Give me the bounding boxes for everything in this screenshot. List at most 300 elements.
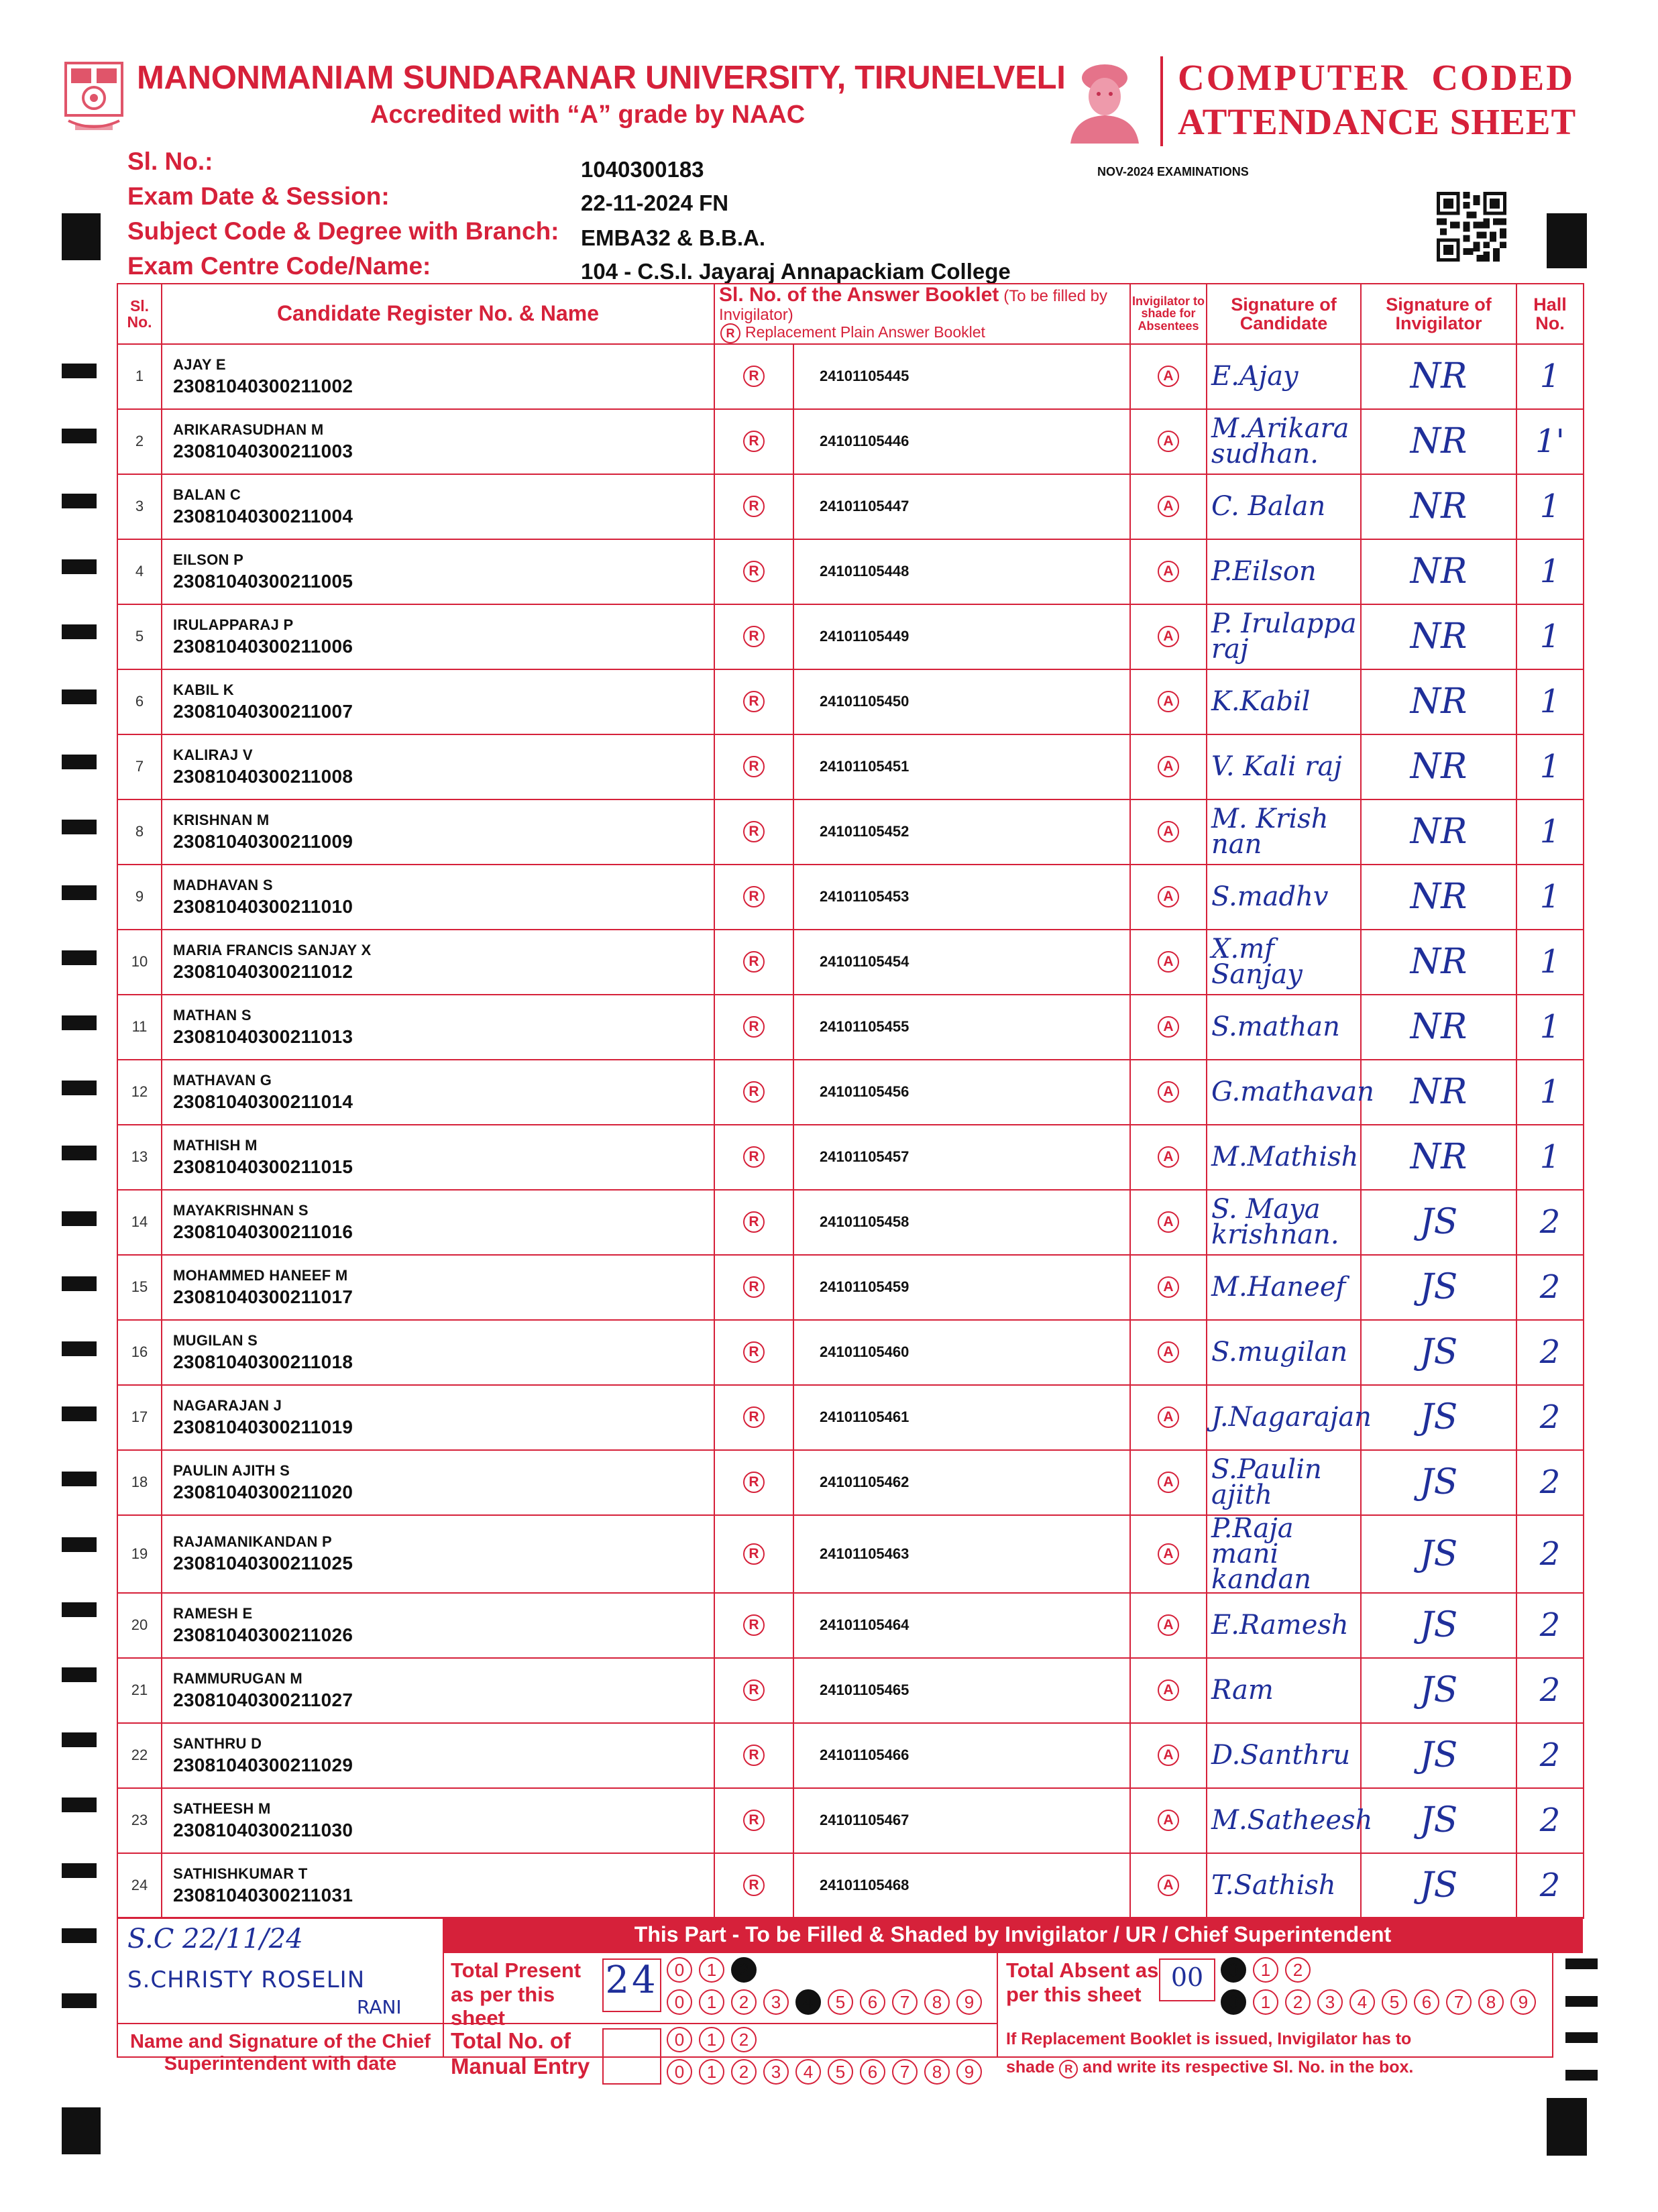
row-candidate [162, 1658, 714, 1723]
timing-mark [62, 1015, 97, 1030]
present-units-bubble-0[interactable]: 0 [667, 1989, 692, 2015]
present-units-bubble-6[interactable]: 6 [860, 1989, 885, 2015]
candidate-reg-no: 23081040300211008 [173, 765, 353, 787]
total-present-value[interactable]: 24 [605, 1958, 659, 2002]
university-logo [62, 59, 126, 138]
table-row [117, 409, 1584, 474]
row-replacement[interactable] [714, 1593, 793, 1658]
absent-units-bubble-0[interactable]: 0 [1221, 1989, 1246, 2015]
candidate-signature: M.Mathish [1207, 1125, 1361, 1190]
invigilator-signature: NR [1361, 669, 1516, 734]
invigilator-signature: JS [1361, 1190, 1516, 1255]
row-candidate [162, 1060, 714, 1125]
candidate-name: MATHISH M [173, 1136, 258, 1154]
present-units-bubble-5[interactable]: 5 [828, 1989, 853, 2015]
invigilator-signature: NR [1361, 344, 1516, 409]
row-absent[interactable] [1130, 1190, 1207, 1255]
absent-units-bubble-4[interactable]: 4 [1349, 1989, 1375, 2015]
absent-units-bubble-1[interactable]: 1 [1253, 1989, 1278, 2015]
table-row [117, 474, 1584, 539]
row-replacement[interactable] [714, 995, 793, 1060]
candidate-reg-no: 23081040300211025 [173, 1553, 353, 1574]
row-replacement[interactable] [714, 1788, 793, 1853]
replacement-bubble[interactable]: R [743, 756, 765, 777]
manual-units-bubble-5[interactable]: 5 [828, 2059, 853, 2085]
row-sl: 7 [117, 734, 162, 799]
invigilator-signature: NR [1361, 409, 1516, 474]
hall-no: 2 [1516, 1853, 1584, 1918]
absent-bubble[interactable]: A [1158, 1745, 1179, 1766]
absent-tens-bubble-1[interactable]: 1 [1253, 1957, 1278, 1983]
candidate-reg-no: 23081040300211016 [173, 1221, 353, 1242]
manual-units-bubble-4[interactable]: 4 [795, 2059, 821, 2085]
row-replacement[interactable] [714, 1853, 793, 1918]
hall-no: 1 [1516, 995, 1584, 1060]
booklet-no: 24101105454 [793, 930, 1130, 995]
hall-no: 1 [1516, 1125, 1584, 1190]
row-absent[interactable] [1130, 1658, 1207, 1723]
absent-bubble[interactable]: A [1158, 1875, 1179, 1896]
candidate-signature: D.Santhru [1207, 1723, 1361, 1788]
subject-label: Subject Code & Degree with Branch: [127, 217, 559, 245]
row-absent[interactable] [1130, 865, 1207, 930]
table-row [117, 604, 1584, 669]
invigilator-signature: NR [1361, 1125, 1516, 1190]
candidate-name: SATHEESH M [173, 1800, 271, 1817]
manual-units-bubble-9[interactable]: 9 [956, 2059, 982, 2085]
exam-date-value: 22-11-2024 FN [581, 190, 729, 215]
booklet-no: 24101105452 [793, 799, 1130, 865]
candidate-signature: J.Nagarajan [1207, 1385, 1361, 1450]
booklet-no: 24101105461 [793, 1385, 1130, 1450]
booklet-no: 24101105450 [793, 669, 1130, 734]
absent-bubble[interactable]: A [1158, 1211, 1179, 1233]
timing-mark-right [1565, 2032, 1598, 2043]
absent-bubble[interactable]: A [1158, 1472, 1179, 1493]
replacement-bubble[interactable]: R [743, 951, 765, 973]
candidate-name: RAMMURUGAN M [173, 1669, 303, 1687]
row-candidate [162, 1593, 714, 1658]
candidate-name: MATHAVAN G [173, 1071, 272, 1089]
booklet-no: 24101105459 [793, 1255, 1130, 1320]
row-sl: 3 [117, 474, 162, 539]
row-candidate [162, 734, 714, 799]
replacement-bubble[interactable]: R [743, 1081, 765, 1103]
replacement-bubble[interactable]: R [743, 496, 765, 517]
present-units-bubble-2[interactable]: 2 [731, 1989, 757, 2015]
timing-mark [62, 1406, 97, 1421]
absent-tens-bubble-0[interactable]: 0 [1221, 1957, 1246, 1983]
row-replacement[interactable] [714, 1385, 793, 1450]
candidate-signature: E.Ajay [1207, 344, 1361, 409]
row-replacement[interactable] [714, 1450, 793, 1515]
absent-units-bubbles[interactable] [1221, 1989, 1543, 2015]
founder-portrait [1065, 58, 1144, 144]
row-absent[interactable] [1130, 474, 1207, 539]
candidate-signature: S.mathan [1207, 995, 1361, 1060]
replacement-bubble[interactable]: R [743, 561, 765, 582]
absent-bubble[interactable]: A [1158, 821, 1179, 842]
col-booklet-note: (To be filled by Invigilator) [719, 287, 1107, 324]
candidate-signature: K.Kabil [1207, 669, 1361, 734]
invigilator-signature: JS [1361, 1385, 1516, 1450]
row-replacement[interactable] [714, 539, 793, 604]
present-tens-bubble-1[interactable]: 1 [699, 1957, 724, 1983]
row-sl: 10 [117, 930, 162, 995]
manual-tens-bubble-1[interactable]: 1 [699, 2027, 724, 2052]
row-replacement[interactable] [714, 865, 793, 930]
row-absent[interactable] [1130, 1853, 1207, 1918]
row-replacement[interactable] [714, 799, 793, 865]
timing-mark [62, 1667, 97, 1682]
present-units-bubble-9[interactable]: 9 [956, 1989, 982, 2015]
timing-mark [62, 1928, 97, 1943]
replacement-bubble[interactable]: R [743, 1211, 765, 1233]
manual-entry-label: Total No. of Manual Entry [451, 2028, 590, 2079]
absent-units-bubble-3[interactable]: 3 [1317, 1989, 1343, 2015]
candidate-name: MARIA FRANCIS SANJAY X [173, 941, 372, 958]
manual-units-bubble-6[interactable]: 6 [860, 2059, 885, 2085]
col-hall-header: Hall No. [1516, 284, 1584, 344]
table-row [117, 1450, 1584, 1515]
replacement-bubble[interactable]: R [743, 1543, 765, 1565]
col-candidate-header: Candidate Register No. & Name [162, 284, 714, 344]
candidate-name: EILSON P [173, 551, 244, 568]
row-absent[interactable] [1130, 1320, 1207, 1385]
absent-units-bubble-5[interactable]: 5 [1382, 1989, 1407, 2015]
replacement-bubble[interactable]: R [743, 1875, 765, 1896]
absent-bubble[interactable]: A [1158, 1543, 1179, 1565]
candidate-name: PAULIN AJITH S [173, 1461, 290, 1479]
manual-units-bubble-1[interactable]: 1 [699, 2059, 724, 2085]
timing-mark [62, 364, 97, 378]
table-row [117, 865, 1584, 930]
booklet-no: 24101105457 [793, 1125, 1130, 1190]
row-candidate [162, 474, 714, 539]
candidate-signature: C. Balan [1207, 474, 1361, 539]
invigilator-signature: JS [1361, 1658, 1516, 1723]
absent-bubble[interactable]: A [1158, 366, 1179, 387]
replacement-bubble[interactable]: R [743, 626, 765, 647]
absent-bubble[interactable]: A [1158, 886, 1179, 907]
absent-bubble[interactable]: A [1158, 756, 1179, 777]
table-header-row [117, 284, 1584, 344]
attendance-table [117, 283, 1584, 1919]
row-absent[interactable] [1130, 1723, 1207, 1788]
candidate-reg-no: 23081040300211012 [173, 960, 353, 982]
row-absent[interactable] [1130, 604, 1207, 669]
col-absent-header: Invigilator to shade for Absentees [1130, 284, 1207, 344]
hall-no: 1 [1516, 1060, 1584, 1125]
row-sl: 17 [117, 1385, 162, 1450]
col-sig-invigilator-header: Signature of Invigilator [1361, 284, 1516, 344]
replacement-bubble[interactable]: R [743, 431, 765, 452]
replacement-bubble[interactable]: R [743, 886, 765, 907]
absent-units-bubble-6[interactable]: 6 [1414, 1989, 1439, 2015]
candidate-signature: P.Eilson [1207, 539, 1361, 604]
candidate-reg-no: 23081040300211027 [173, 1689, 353, 1710]
absent-bubble[interactable]: A [1158, 951, 1179, 973]
hall-no: 1' [1516, 409, 1584, 474]
table-row [117, 1060, 1584, 1125]
row-absent[interactable] [1130, 1255, 1207, 1320]
row-sl: 6 [117, 669, 162, 734]
replacement-note-rest: and write its respective Sl. No. in the box. [1083, 2058, 1414, 2077]
manual-units-bubble-3[interactable]: 3 [763, 2059, 789, 2085]
absent-bubble[interactable]: A [1158, 1146, 1179, 1168]
row-absent[interactable] [1130, 1788, 1207, 1853]
row-sl: 21 [117, 1658, 162, 1723]
present-units-bubbles[interactable] [667, 1989, 989, 2015]
absent-units-bubble-7[interactable]: 7 [1446, 1989, 1472, 2015]
table-row [117, 1255, 1584, 1320]
candidate-name: MUGILAN S [173, 1331, 258, 1349]
row-absent[interactable] [1130, 799, 1207, 865]
present-units-bubble-3[interactable]: 3 [763, 1989, 789, 2015]
centre-label: Exam Centre Code/Name: [127, 252, 431, 280]
row-absent[interactable] [1130, 1450, 1207, 1515]
manual-units-bubbles[interactable] [667, 2059, 989, 2085]
replacement-bubble[interactable]: R [743, 1679, 765, 1701]
row-replacement[interactable] [714, 474, 793, 539]
footer-vline-left [443, 1917, 444, 2058]
title-divider [1160, 56, 1163, 146]
row-replacement[interactable] [714, 1190, 793, 1255]
alignment-mark-top-right [1547, 213, 1587, 268]
chief-signature-line3: RANI [357, 1996, 402, 2018]
footer-vline-mid [997, 1953, 998, 2058]
candidate-reg-no: 23081040300211031 [173, 1884, 353, 1905]
replacement-note-shade: shade [1006, 2058, 1055, 2077]
table-row [117, 995, 1584, 1060]
manual-units-bubble-2[interactable]: 2 [731, 2059, 757, 2085]
row-replacement[interactable] [714, 1125, 793, 1190]
invigilator-signature: NR [1361, 1060, 1516, 1125]
replacement-bubble[interactable]: R [743, 1146, 765, 1168]
chief-signature-line1: S.C 22/11/24 [127, 1924, 303, 1954]
row-replacement[interactable] [714, 669, 793, 734]
replacement-bubble[interactable]: R [743, 1016, 765, 1038]
row-replacement[interactable] [714, 1255, 793, 1320]
alignment-mark-bottom-left [62, 2107, 101, 2154]
timing-mark-right [1565, 1958, 1598, 1969]
invigilator-signature: NR [1361, 734, 1516, 799]
exam-tag: NOV-2024 EXAMINATIONS [1097, 165, 1249, 178]
row-candidate [162, 1255, 714, 1320]
row-absent[interactable] [1130, 995, 1207, 1060]
replacement-bubble[interactable]: R [743, 1276, 765, 1298]
row-replacement[interactable] [714, 1723, 793, 1788]
absent-bubble[interactable]: A [1158, 1614, 1179, 1636]
manual-units-bubble-0[interactable]: 0 [667, 2059, 692, 2085]
absent-bubble[interactable]: A [1158, 691, 1179, 712]
candidate-name: KABIL K [173, 681, 234, 698]
replacement-bubble[interactable]: R [743, 1406, 765, 1428]
present-units-bubble-8[interactable]: 8 [924, 1989, 950, 2015]
booklet-no: 24101105462 [793, 1450, 1130, 1515]
timing-mark-right [1565, 2070, 1598, 2081]
timing-mark [62, 1472, 97, 1486]
invigilator-signature: NR [1361, 865, 1516, 930]
col-sl-header: Sl. No. [117, 284, 162, 344]
row-candidate [162, 1320, 714, 1385]
hall-no: 1 [1516, 474, 1584, 539]
present-units-bubble-4[interactable]: 4 [795, 1989, 821, 2015]
absent-units-bubble-2[interactable]: 2 [1285, 1989, 1311, 2015]
absent-bubble[interactable]: A [1158, 561, 1179, 582]
total-present-label: Total Present as per this sheet [451, 1958, 582, 2030]
row-absent[interactable] [1130, 409, 1207, 474]
row-candidate [162, 669, 714, 734]
row-sl: 14 [117, 1190, 162, 1255]
exam-date-label: Exam Date & Session: [127, 182, 390, 210]
absent-bubble[interactable]: A [1158, 1810, 1179, 1831]
candidate-name: AJAY E [173, 355, 226, 373]
row-absent[interactable] [1130, 734, 1207, 799]
sheet-title-line1: COMPUTER CODED [1178, 57, 1575, 98]
total-absent-value[interactable]: 00 [1170, 1962, 1204, 1992]
replacement-bubble[interactable]: R [743, 1472, 765, 1493]
hall-no: 1 [1516, 865, 1584, 930]
replacement-bubble[interactable]: R [743, 1810, 765, 1831]
subject-value: EMBA32 & B.B.A. [581, 225, 766, 250]
row-replacement[interactable] [714, 1658, 793, 1723]
row-replacement[interactable] [714, 930, 793, 995]
candidate-name: NAGARAJAN J [173, 1396, 282, 1414]
row-absent[interactable] [1130, 1060, 1207, 1125]
row-absent[interactable] [1130, 1593, 1207, 1658]
invigilator-signature: JS [1361, 1255, 1516, 1320]
absent-units-bubble-9[interactable]: 9 [1510, 1989, 1536, 2015]
alignment-mark-bottom-right [1547, 2098, 1587, 2156]
absent-bubble[interactable]: A [1158, 1341, 1179, 1363]
absent-bubble[interactable]: A [1158, 1081, 1179, 1103]
candidate-reg-no: 23081040300211002 [173, 375, 353, 396]
row-candidate [162, 1385, 714, 1450]
footer-hline-left [117, 2023, 443, 2024]
row-sl: 18 [117, 1450, 162, 1515]
row-absent[interactable] [1130, 539, 1207, 604]
candidate-reg-no: 23081040300211030 [173, 1819, 353, 1840]
timing-mark [62, 689, 97, 704]
absent-bubble[interactable]: A [1158, 1406, 1179, 1428]
candidate-signature: P. Irulappa raj [1207, 604, 1361, 669]
candidate-signature: T.Sathish [1207, 1853, 1361, 1918]
absent-bubble[interactable]: A [1158, 1016, 1179, 1038]
candidate-reg-no: 23081040300211003 [173, 440, 353, 461]
replacement-bubble[interactable]: R [743, 821, 765, 842]
invigilator-signature: NR [1361, 539, 1516, 604]
booklet-no: 24101105467 [793, 1788, 1130, 1853]
row-absent[interactable] [1130, 930, 1207, 995]
absent-bubble[interactable]: A [1158, 431, 1179, 452]
row-replacement[interactable] [714, 604, 793, 669]
row-replacement[interactable] [714, 344, 793, 409]
present-units-bubble-7[interactable]: 7 [892, 1989, 918, 2015]
absent-bubble[interactable]: A [1158, 1679, 1179, 1701]
invigilator-signature: JS [1361, 1593, 1516, 1658]
row-absent[interactable] [1130, 344, 1207, 409]
booklet-no: 24101105458 [793, 1190, 1130, 1255]
row-sl: 9 [117, 865, 162, 930]
timing-mark-right [1565, 1996, 1598, 2007]
hall-no: 2 [1516, 1450, 1584, 1515]
candidate-signature: S. Maya krishnan. [1207, 1190, 1361, 1255]
manual-tens-bubbles[interactable] [667, 2027, 763, 2052]
absent-bubble[interactable]: A [1158, 496, 1179, 517]
timing-mark [62, 1602, 97, 1617]
row-absent[interactable] [1130, 1515, 1207, 1593]
candidate-signature: M.Arikara sudhan. [1207, 409, 1361, 474]
manual-tens-bubble-2[interactable]: 2 [731, 2027, 757, 2052]
timing-mark [62, 1276, 97, 1291]
manual-units-bubble-8[interactable]: 8 [924, 2059, 950, 2085]
present-tens-bubble-2[interactable]: 2 [731, 1957, 757, 1983]
candidate-reg-no: 23081040300211019 [173, 1416, 353, 1437]
hall-no: 2 [1516, 1320, 1584, 1385]
row-replacement[interactable] [714, 409, 793, 474]
candidate-reg-no: 23081040300211026 [173, 1624, 353, 1645]
present-tens-bubbles[interactable] [667, 1957, 763, 1983]
candidate-signature: S.mugilan [1207, 1320, 1361, 1385]
absent-bubble[interactable]: A [1158, 1276, 1179, 1298]
booklet-no: 24101105453 [793, 865, 1130, 930]
booklet-no: 24101105447 [793, 474, 1130, 539]
sheet-title-line2: ATTENDANCE SHEET [1178, 101, 1577, 142]
candidate-signature: G.mathavan [1207, 1060, 1361, 1125]
manual-entry-box[interactable] [602, 2028, 661, 2085]
row-absent[interactable] [1130, 1385, 1207, 1450]
candidate-reg-no: 23081040300211007 [173, 700, 353, 722]
absent-bubble[interactable]: A [1158, 626, 1179, 647]
candidate-reg-no: 23081040300211006 [173, 635, 353, 657]
replacement-bubble[interactable]: R [743, 1745, 765, 1766]
row-replacement[interactable] [714, 1320, 793, 1385]
replacement-bubble[interactable]: R [743, 1614, 765, 1636]
row-replacement[interactable] [714, 1060, 793, 1125]
replacement-bubble[interactable]: R [743, 691, 765, 712]
chief-label: Name and Signature of the Chief Superintendent with date [130, 2031, 431, 2075]
manual-tens-bubble-0[interactable]: 0 [667, 2027, 692, 2052]
candidate-signature: M.Satheesh [1207, 1788, 1361, 1853]
candidate-reg-no: 23081040300211005 [173, 570, 353, 592]
qr-code [1437, 192, 1506, 262]
present-tens-bubble-0[interactable]: 0 [667, 1957, 692, 1983]
timing-mark [62, 885, 97, 900]
chief-signature-line2: S.CHRISTY ROSELIN [127, 1967, 366, 1993]
hall-no: 2 [1516, 1190, 1584, 1255]
row-sl: 22 [117, 1723, 162, 1788]
replacement-bubble[interactable]: R [743, 366, 765, 387]
row-absent[interactable] [1130, 1125, 1207, 1190]
table-row [117, 1788, 1584, 1853]
replacement-note-line1: If Replacement Booklet is issued, Invigilator has to [1006, 2030, 1412, 2048]
attendance-rows [117, 344, 1584, 1918]
absent-tens-bubbles[interactable] [1221, 1957, 1317, 1983]
row-absent[interactable] [1130, 669, 1207, 734]
row-replacement[interactable] [714, 1515, 793, 1593]
manual-units-bubble-7[interactable]: 7 [892, 2059, 918, 2085]
present-units-bubble-1[interactable]: 1 [699, 1989, 724, 2015]
replacement-bubble[interactable]: R [743, 1341, 765, 1363]
candidate-name: MAYAKRISHNAN S [173, 1201, 309, 1219]
row-replacement[interactable] [714, 734, 793, 799]
booklet-no: 24101105464 [793, 1593, 1130, 1658]
row-sl: 8 [117, 799, 162, 865]
row-sl: 16 [117, 1320, 162, 1385]
absent-units-bubble-8[interactable]: 8 [1478, 1989, 1504, 2015]
absent-tens-bubble-2[interactable]: 2 [1285, 1957, 1311, 1983]
